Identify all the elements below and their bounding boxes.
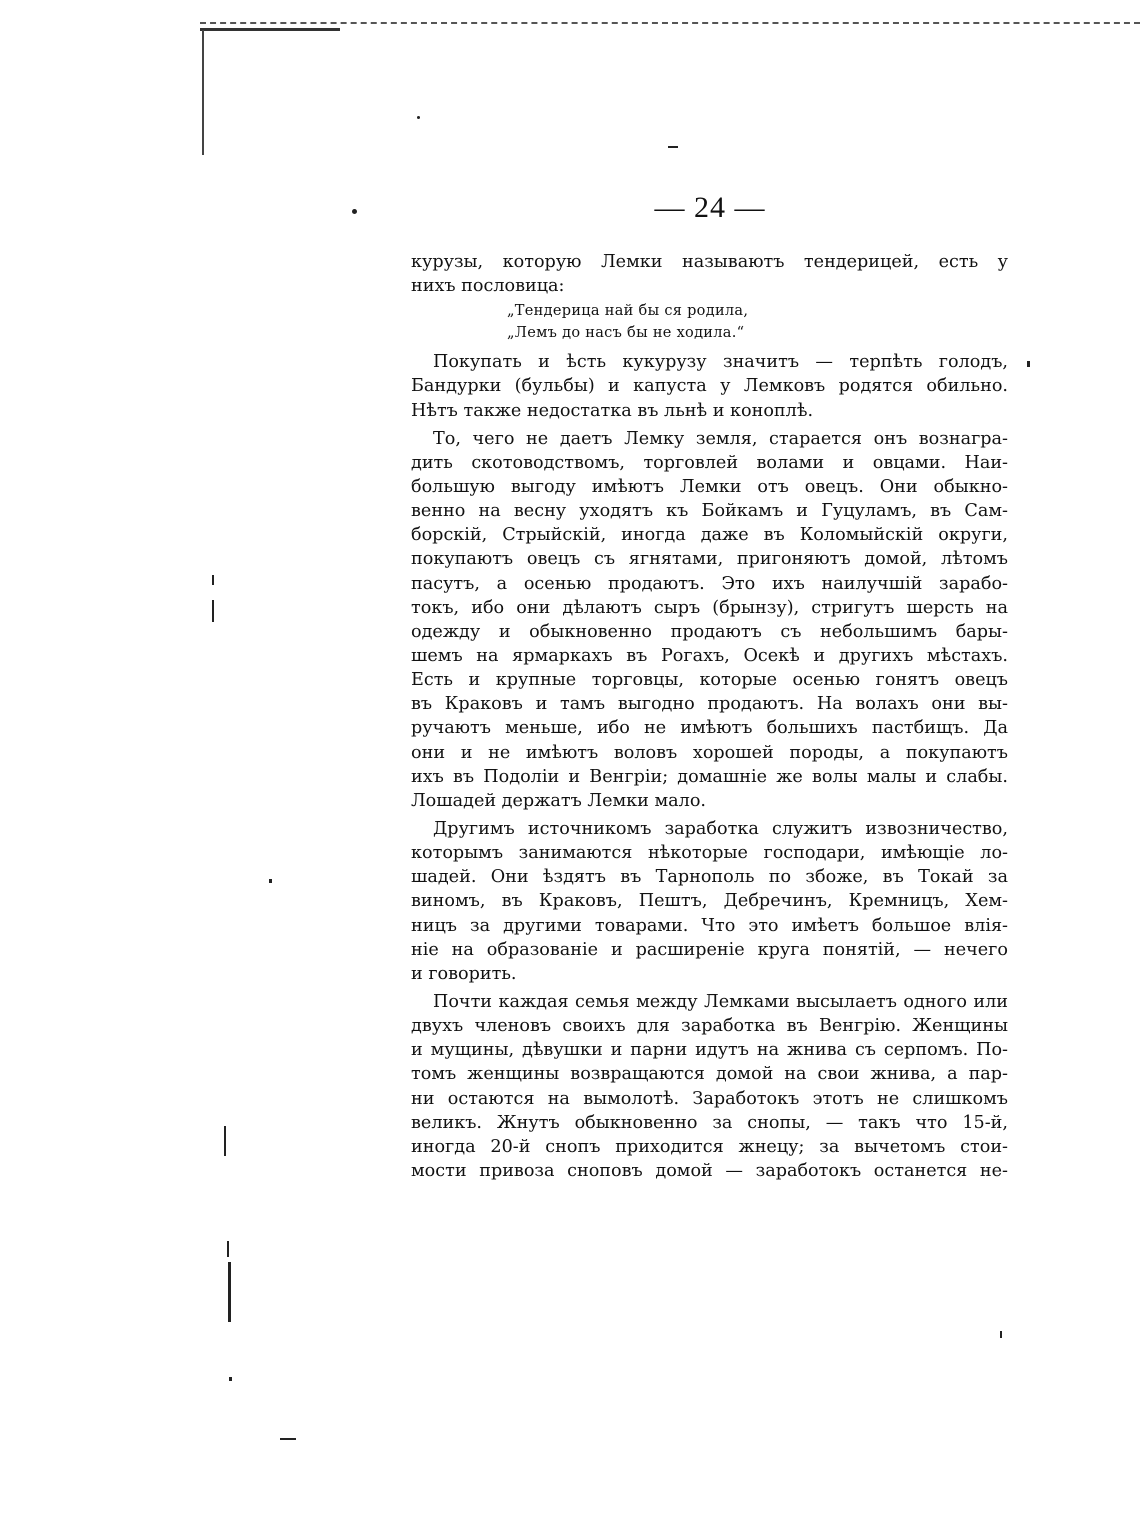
text-line: въ Краковъ и тамъ выгодно продаютъ. На волахъ они вы- [411,694,1008,715]
text-line: великъ. Жнутъ обыкновенно за снопы, — такъ что 15-й, [411,1112,1008,1133]
text-line: томъ женщины возвращаются домой на свои жнива, а пар- [411,1064,1008,1085]
text-line: Бандурки (бульбы) и капуста у Лемковъ родятся обильно. [411,376,1008,397]
text-line: Нѣтъ также недостатка въ льнѣ и коноплѣ. [411,400,814,421]
text-line: и говорить. [411,963,517,984]
text-line: иногда 20-й снопъ приходится жнецу; за вычетомъ стои- [411,1136,1008,1157]
proverb-line: „Лемъ до насъ бы не ходила.“ [507,325,745,342]
text-line: курузы, которую Лемки называютъ тендерицей, есть у [411,252,1008,272]
paragraph [411,350,1008,422]
text-line: они и не имѣютъ воловъ хорошей породы, а покупаютъ [411,742,1008,763]
scan-border-top-mark [200,28,340,31]
text-line: Почти каждая семья между Лемками высылаетъ одного или [433,991,1008,1012]
text-line: ручаютъ меньше, ибо не имѣютъ большихъ пастбищъ. Да [411,718,1008,739]
scan-speck [280,1438,296,1440]
text-line: и мущины, дѣвушки и парни идутъ на жнива съ серпомъ. По- [411,1040,1008,1061]
paragraph [411,817,1008,986]
paragraph [411,427,1008,813]
text-line: Покупать и ѣсть кукурузу значитъ — терпѣть голодъ, [433,352,1008,373]
text-line: пасутъ, а осенью продаютъ. Это ихъ наилучшiй зарабо- [411,573,1008,594]
text-line: шемъ на ярмаркахъ въ Рогахъ, Осекѣ и другихъ мѣстахъ. [411,645,1008,666]
scan-speck [1000,1331,1002,1338]
proverb-line: „Тендерица най бы ся родила, [507,303,749,320]
text-line: которымъ занимаются нѣкоторые господари, имѣющiе ло- [411,843,1008,864]
text-line: борскiй, Стрыйскiй, иногда даже въ Коломыйскiй округи, [411,525,1008,546]
text-line: двухъ членовъ своихъ для заработка въ Венгрiю. Женщины [411,1016,1008,1037]
text-line: Лошадей держатъ Лемки мало. [411,790,707,811]
text-line: мости привоза сноповъ домой — заработокъ останется не- [411,1160,1008,1181]
paragraph [411,990,1008,1183]
scan-speck [417,116,420,119]
text-line: венно на весну уходятъ къ Бойкамъ и Гуцуламъ, въ Сам- [411,501,1008,522]
scan-speck [269,879,272,883]
text-line: шадей. Они ѣздятъ въ Тарнополь по збоже, въ Токай за [411,867,1008,888]
scan-speck [228,1262,231,1322]
text-line: нихъ пословица: [411,276,565,297]
scan-speck [212,575,214,585]
text-line: токъ, ибо они дѣлаютъ сыръ (брынзу), стригутъ шерсть на [411,597,1008,618]
text-line: покупаютъ овецъ съ ягнятами, пригоняютъ домой, лѣтомъ [411,549,1008,570]
body-text [411,250,1008,1183]
proverb [411,300,1008,344]
text-line: ни остаются на вымолотѣ. Заработокъ этотъ не слишкомъ [411,1088,1008,1109]
scan-speck [212,600,214,622]
text-line: дить скотоводствомъ, торговлей волами и овцами. Наи- [411,452,1008,473]
scan-border-top [200,22,1140,24]
text-line: одежду и обыкновенно продаютъ съ небольшимъ бары- [411,621,1008,642]
text-line: нiе на образованiе и расширенiе круга понятiй, — нечего [411,939,1008,960]
scan-speck [1027,361,1030,367]
scan-speck [668,146,678,148]
text-line: Другимъ источникомъ заработка служитъ извозничество, [433,818,1008,839]
scan-border-left [202,30,204,155]
text-line: большую выгоду имѣютъ Лемки отъ овецъ. Они обыкно- [411,476,1008,497]
scan-speck [229,1377,232,1381]
text-line: виномъ, въ Краковъ, Пештъ, Дебречинъ, Кремницъ, Хем- [411,891,1008,912]
text-line: Есть и крупные торговцы, которые осенью гонятъ овецъ [411,670,1008,691]
scan-speck [224,1126,226,1156]
scan-speck [227,1241,229,1257]
scan-speck [352,209,357,214]
text-line: ницъ за другими товарами. Что это имѣетъ большое влiя- [411,915,1008,936]
text-line: То, чего не даетъ Лемку земля, старается онъ вознагра- [433,428,1008,449]
page-number: — 24 — [654,191,766,224]
text-line: ихъ въ Подолiи и Венгрiи; домашнiе же волы малы и слабы. [411,766,1008,787]
